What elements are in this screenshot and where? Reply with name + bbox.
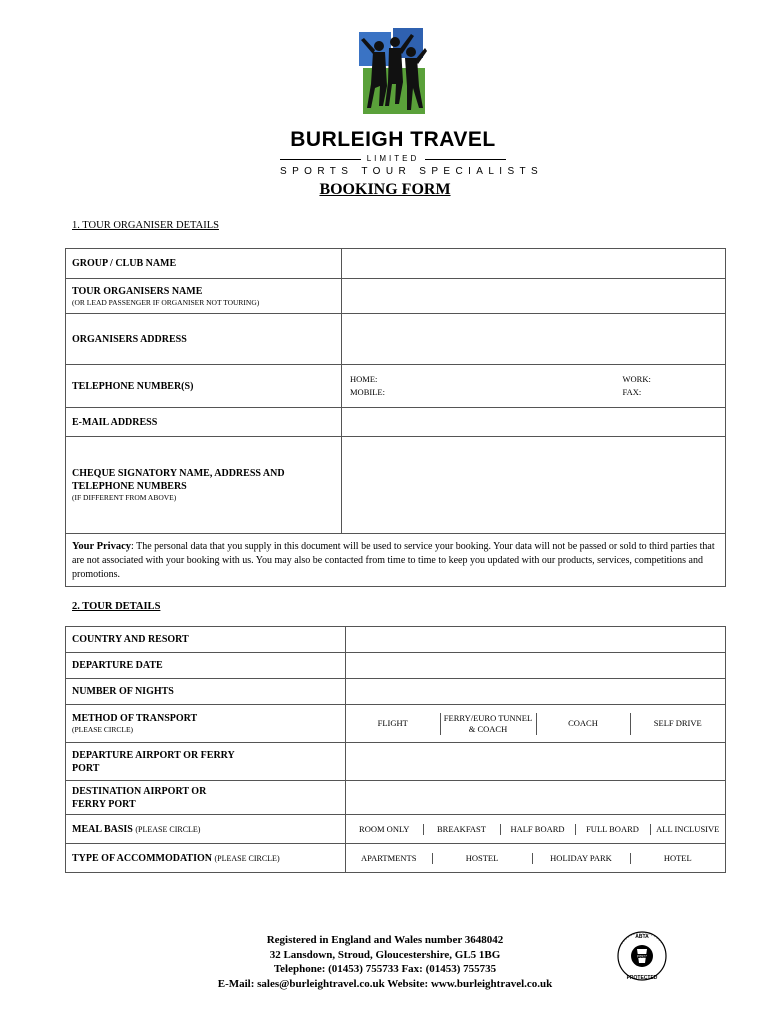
organiser-name-note: (OR LEAD PASSENGER IF ORGANISER NOT TOURING) — [72, 297, 260, 307]
brand-block — [280, 128, 544, 179]
email-label: E-MAIL ADDRESS — [66, 408, 342, 437]
organiser-name-label: TOUR ORGANISERS NAME (OR LEAD PASSENGER IF ORGANISER NOT TOURING) — [66, 279, 342, 314]
section-heading-tour: 2. TOUR DETAILS — [72, 601, 161, 612]
meal-option[interactable]: ALL INCLUSIVE — [650, 824, 725, 835]
fax-label: FAX: — [622, 387, 642, 397]
transport-option[interactable]: FERRY/EURO TUNNEL & COACH — [440, 713, 536, 735]
transport-label: METHOD OF TRANSPORT (PLEASE CIRCLE) — [66, 705, 346, 743]
meal-option[interactable]: ROOM ONLY — [359, 823, 410, 834]
accommodation-option[interactable]: HOTEL — [630, 853, 725, 864]
tour-details-table — [65, 626, 726, 873]
number-of-nights-field[interactable] — [346, 679, 726, 705]
brand-tagline: SPORTS TOUR SPECIALISTS — [280, 166, 544, 177]
form-title: BOOKING FORM — [319, 181, 451, 198]
svg-text:P6927: P6927 — [637, 954, 647, 959]
transport-options — [346, 705, 726, 743]
meal-options — [346, 815, 726, 844]
email-field[interactable] — [342, 408, 726, 437]
accommodation-label: TYPE OF ACCOMMODATION (PLEASE CIRCLE) — [66, 844, 346, 873]
footer-contact: E-Mail: sales@burleightravel.co.uk Website: www.burleightravel.co.uk — [217, 977, 553, 990]
brand-name: BURLEIGH TRAVEL — [290, 128, 496, 151]
departure-airport-field[interactable] — [346, 743, 726, 781]
accommodation-option[interactable]: HOSTEL — [432, 853, 532, 864]
footer-registration: Registered in England and Wales number 3648042 — [266, 934, 504, 946]
accommodation-note: (PLEASE CIRCLE) — [214, 853, 280, 863]
meal-basis-label: MEAL BASIS (PLEASE CIRCLE) — [66, 815, 346, 844]
cheque-signatory-field[interactable] — [342, 437, 726, 534]
privacy-title: Your Privacy — [72, 540, 132, 552]
home-phone-label: HOME: — [350, 374, 378, 384]
meal-option[interactable]: HALF BOARD — [500, 824, 575, 835]
section-heading-organiser: 1. TOUR ORGANISER DETAILS — [72, 220, 219, 231]
brand-rule-right — [425, 159, 506, 160]
group-name-field[interactable] — [342, 249, 726, 279]
destination-airport-label: DESTINATION AIRPORT OR FERRY PORT — [66, 781, 346, 815]
transport-option[interactable]: COACH — [536, 713, 630, 735]
telephone-fields[interactable] — [342, 365, 726, 408]
burleigh-logo-icon — [355, 26, 429, 118]
meal-option[interactable]: FULL BOARD — [575, 824, 650, 835]
telephone-label: TELEPHONE NUMBER(S) — [66, 365, 342, 408]
meal-option[interactable]: BREAKFAST — [423, 824, 500, 835]
number-of-nights-label: NUMBER OF NIGHTS — [66, 679, 346, 705]
svg-text:ABTA: ABTA — [635, 934, 649, 940]
accommodation-options — [346, 844, 726, 873]
organiser-address-label: ORGANISERS ADDRESS — [66, 314, 342, 365]
brand-limited-text: LIMITED — [366, 154, 420, 163]
transport-option[interactable]: SELF DRIVE — [630, 713, 725, 735]
privacy-text: : The personal data that you supply in this document will be used to service your booking. Your data will not be passed or sold to third parties that are not associated with your booking with us. You may also be contacted from time to time to keep you updated with our products, services, competitions and promotions. — [72, 540, 715, 580]
brand-limited — [280, 154, 506, 164]
work-phone-label: WORK: — [622, 374, 651, 384]
country-resort-field[interactable] — [346, 627, 726, 653]
organiser-details-table — [65, 248, 726, 587]
accommodation-option[interactable]: APARTMENTS — [361, 852, 417, 863]
destination-airport-field[interactable] — [346, 781, 726, 815]
country-resort-label: COUNTRY AND RESORT — [66, 627, 346, 653]
cheque-signatory-label: CHEQUE SIGNATORY NAME, ADDRESS AND TELEPHONE NUMBERS (IF DIFFERENT FROM ABOVE) — [66, 437, 342, 534]
departure-date-field[interactable] — [346, 653, 726, 679]
footer-address: 32 Lansdown, Stroud, Gloucestershire, GL5 1BG — [269, 948, 501, 961]
departure-date-label: DEPARTURE DATE — [66, 653, 346, 679]
svg-text:PROTECTED: PROTECTED — [626, 975, 658, 981]
meal-basis-note: (PLEASE CIRCLE) — [135, 824, 201, 834]
cheque-signatory-note: (IF DIFFERENT FROM ABOVE) — [72, 493, 177, 502]
accommodation-option[interactable]: HOLIDAY PARK — [532, 853, 630, 864]
mobile-phone-label: MOBILE: — [350, 387, 385, 397]
transport-option[interactable]: FLIGHT — [377, 718, 408, 728]
organiser-name-field[interactable] — [342, 279, 726, 314]
organiser-address-field[interactable] — [342, 314, 726, 365]
abta-seal-icon — [612, 928, 672, 984]
departure-airport-label: DEPARTURE AIRPORT OR FERRY PORT — [66, 743, 346, 781]
brand-rule-left — [280, 159, 361, 160]
privacy-notice — [66, 534, 726, 587]
transport-note: (PLEASE CIRCLE) — [72, 725, 134, 734]
group-name-label: GROUP / CLUB NAME — [66, 249, 342, 279]
footer-telephone: Telephone: (01453) 755733 Fax: (01453) 755735 — [273, 963, 497, 975]
